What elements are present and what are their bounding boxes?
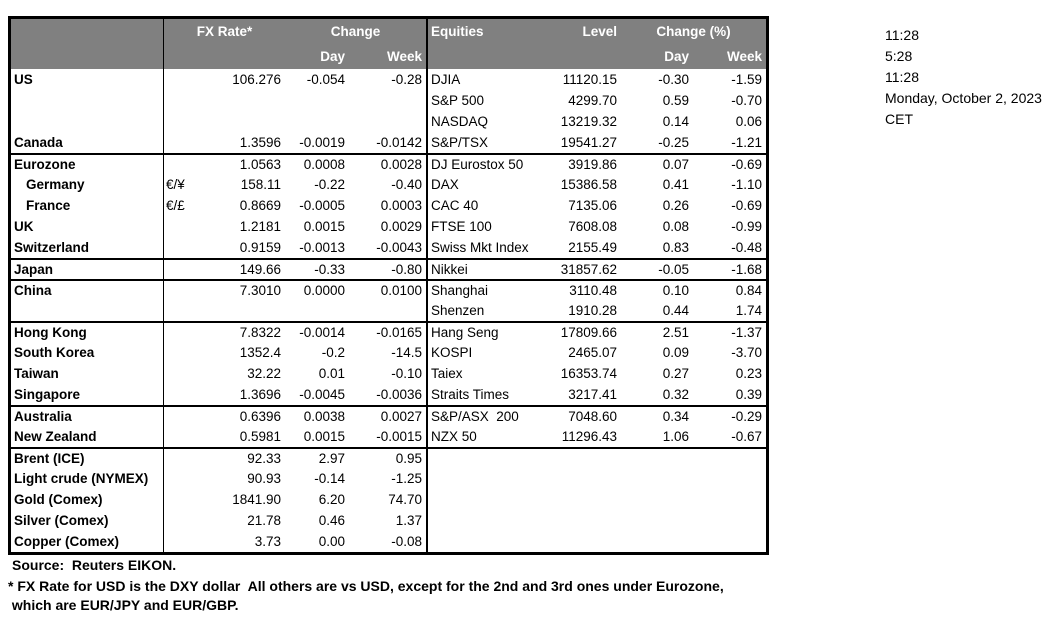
equity-change-day: 0.27 [662,366,689,381]
equity-name: Shenzen [426,300,549,321]
footnote-line-1: * FX Rate for USD is the DXY dollar All others are vs USD, except for the 2nd and 3rd ones under Eurozone, [8,578,724,594]
fx-rate-value: 0.8669 [239,198,281,213]
header-blank-cell [163,44,285,69]
equity-name: DJ Eurostox 50 [426,155,549,174]
table-row [11,111,766,132]
equity-change-day [621,531,693,552]
equity-change-week: -1.21 [731,135,762,150]
fx-rate-value [201,111,285,132]
fx-change-day: -0.0045 [299,387,345,402]
table-row [11,384,766,405]
equity-change-week: -1.37 [731,325,762,340]
fx-change-day: 0.00 [318,534,345,549]
header-equity-week: Week [726,49,762,64]
fx-change-day: -0.14 [314,471,345,486]
source-note: Source: Reuters EIKON. [12,557,177,573]
header-blank-cell [426,44,549,69]
region-label: Silver (Comex) [14,513,109,528]
table-row [11,447,766,468]
header-equity-day: Day [664,49,689,64]
fx-change-day: -0.33 [314,262,345,277]
fx-change-week: 74.70 [388,492,422,507]
currency-pair [163,155,201,174]
fx-change-day: 0.46 [318,513,345,528]
equity-level [549,510,621,531]
equity-change-week: -1.68 [731,262,762,277]
fx-rate-value [201,300,285,321]
fx-change-day: -0.22 [314,177,345,192]
fx-change-day: 0.0038 [303,409,345,424]
fx-change-week: -0.0036 [376,387,422,402]
equity-change-week [693,449,766,468]
equity-change-week: -0.29 [731,409,762,424]
equity-level: 11120.15 [562,72,617,87]
currency-pair [163,407,201,426]
equity-change-day: 2.51 [662,325,689,340]
equity-name: Swiss Mkt Index [426,237,549,258]
header-change: Change [330,24,381,39]
fx-rate-value: 7.3010 [239,283,281,298]
currency-pair [163,132,201,153]
region-label: Brent (ICE) [14,451,85,466]
equity-level: 4299.70 [568,93,617,108]
equity-change-day: -0.30 [658,72,689,87]
table-row [11,279,766,300]
equity-name: Nikkei [426,260,549,279]
region-label: UK [14,219,34,234]
fx-change-day [285,90,349,111]
fx-rate-value [201,90,285,111]
region-label: Germany [26,177,85,192]
region-label: Copper (Comex) [14,534,120,549]
fx-change-day: 0.0015 [303,219,345,234]
fx-rate-value: 0.9159 [239,240,281,255]
equity-change-week: -0.70 [731,93,762,108]
time-line-1: 11:28 [885,27,919,43]
equity-change-week: 1.74 [735,303,762,318]
timestamp-block [885,25,1042,130]
table-row [11,342,766,363]
table-row [11,321,766,342]
table-row [11,195,766,216]
fx-rate-value: 0.5981 [239,429,281,444]
header-blank-cell [549,44,621,69]
equity-level: 19541.27 [560,135,617,150]
fx-change-day: -0.0013 [299,240,345,255]
equity-name: NZX 50 [426,426,549,447]
equity-change-day: 1.06 [662,429,689,444]
fx-change-week [349,300,426,321]
fx-change-week: 0.95 [395,451,422,466]
fx-change-week: -0.0165 [376,325,422,340]
region-label: China [14,283,52,298]
currency-pair [163,449,201,468]
fx-change-week: 0.0028 [380,157,422,172]
fx-change-week: -0.0142 [376,135,422,150]
fx-change-day: 0.01 [318,366,345,381]
table-row [11,468,766,489]
equity-change-day: 0.08 [662,219,689,234]
time-line-3: 11:28 [885,69,919,85]
equity-name: DJIA [426,69,549,90]
header-fx-rate: FX Rate* [163,19,285,44]
date-line: Monday, October 2, 2023 [885,90,1042,106]
region-label: Australia [14,409,72,424]
equity-level: 3217.41 [568,387,617,402]
equity-change-week: -0.69 [731,198,762,213]
equity-change-day: 0.26 [662,198,689,213]
equity-change-week: -1.10 [731,177,762,192]
footnote-line-2: which are EUR/JPY and EUR/GBP. [8,597,239,613]
currency-pair [163,363,201,384]
equity-change-day: 0.09 [662,345,689,360]
region-label: US [14,72,33,87]
region-label: Canada [14,135,63,150]
equity-change-day: 0.41 [662,177,689,192]
table-row [11,237,766,258]
equity-level: 31857.62 [560,262,617,277]
currency-pair [163,510,201,531]
equity-change-day: 0.83 [662,240,689,255]
equity-level: 1910.28 [568,303,617,318]
currency-pair [163,323,201,342]
currency-pair [163,216,201,237]
currency-pair [163,468,201,489]
equity-name: Hang Seng [426,323,549,342]
time-line-2: 5:28 [885,48,913,64]
equity-change-week: 0.84 [735,283,762,298]
fx-rate-value: 106.276 [232,72,281,87]
equity-name [426,489,549,510]
fx-rate-value: 1352.4 [239,345,281,360]
table-row [11,426,766,447]
table-row [11,405,766,426]
equity-name [426,468,549,489]
region-label: France [26,198,71,213]
fx-change-week: -0.80 [391,262,422,277]
region-label: Japan [14,262,54,277]
equity-level [549,449,621,468]
equity-name [426,531,549,552]
currency-pair [163,489,201,510]
equity-level: 13219.32 [560,114,617,129]
equity-level: 7608.08 [568,219,617,234]
region-label: Eurozone [14,157,76,172]
region-label: Hong Kong [14,325,87,340]
equity-change-day: -0.25 [658,135,689,150]
currency-pair: €/¥ [163,174,201,195]
header-blank-cell [11,44,163,69]
table-row [11,90,766,111]
fx-change-week: 0.0029 [380,219,422,234]
fx-rate-value: 1.3596 [239,135,281,150]
table-header-row-1 [11,19,766,44]
fx-change-day [285,300,349,321]
equity-change-day [621,489,693,510]
equity-name: Straits Times [426,384,549,405]
equity-change-week: 0.23 [735,366,762,381]
fx-change-week: -0.0015 [376,429,422,444]
equity-level: 3110.48 [569,283,617,298]
equity-level: 7135.06 [568,198,617,213]
equity-level: 2155.49 [568,240,617,255]
currency-pair [163,342,201,363]
header-blank-cell [11,19,163,44]
table-row [11,69,766,90]
table-row [11,153,766,174]
currency-pair [163,531,201,552]
equity-change-week: -0.99 [731,219,762,234]
fx-rate-value: 7.8322 [239,325,281,340]
table-row [11,510,766,531]
table-row [11,489,766,510]
equity-name: CAC 40 [426,195,549,216]
fx-rate-value: 1.2181 [239,219,281,234]
market-table [8,16,769,555]
currency-pair [163,426,201,447]
currency-pair [163,300,201,321]
header-fx-week: Week [386,49,422,64]
fx-change-day: 2.97 [318,451,345,466]
currency-pair [163,90,201,111]
fx-change-week: -0.0043 [376,240,422,255]
region-label: Taiwan [14,366,59,381]
fx-change-week: 0.0027 [380,409,422,424]
equity-change-week [693,510,766,531]
timezone-line: CET [885,111,913,127]
equity-level: 11296.43 [561,429,617,444]
fx-change-day: 6.20 [318,492,345,507]
fx-change-week: -0.28 [391,72,422,87]
equity-name: S&P/TSX [426,132,549,153]
equity-level: 2465.07 [568,345,617,360]
table-row [11,258,766,279]
fx-rate-value: 158.11 [240,177,281,192]
table-row [11,132,766,153]
currency-pair [163,69,201,90]
equity-change-week [693,489,766,510]
equity-level: 16353.74 [560,366,617,381]
fx-change-week: -1.25 [391,471,422,486]
fx-rate-value: 0.6396 [239,409,281,424]
equity-level: 3919.86 [568,157,617,172]
equity-change-day: 0.44 [662,303,689,318]
equity-name [426,449,549,468]
fx-rate-value: 21.78 [247,513,281,528]
equity-change-day: 0.34 [662,409,689,424]
fx-change-day: -0.0019 [299,135,345,150]
equity-name: DAX [426,174,549,195]
fx-change-week: -0.08 [391,534,422,549]
header-equities: Equities [426,19,549,44]
currency-pair: €/£ [163,195,201,216]
equity-name: Taiex [426,363,549,384]
fx-change-week: -0.40 [391,177,422,192]
fx-change-day: -0.054 [306,72,345,87]
header-fx-day: Day [320,49,345,64]
equity-change-week: -0.69 [731,157,762,172]
equity-level [549,468,621,489]
table-row [11,531,766,552]
fx-change-day: -0.0005 [299,198,345,213]
region-label: New Zealand [14,429,97,444]
equity-change-week [693,531,766,552]
table-row [11,174,766,195]
region-label: South Korea [14,345,95,360]
equity-level: 17809.66 [560,325,617,340]
fx-change-week: 0.0003 [380,198,422,213]
equity-change-week [693,468,766,489]
fx-change-day: 0.0008 [303,157,345,172]
table-row [11,300,766,321]
fx-rate-value: 1841.90 [232,492,281,507]
fx-change-week: 0.0100 [380,283,422,298]
fx-rate-value: 32.22 [247,366,281,381]
region-label [11,300,163,321]
equity-change-day [621,449,693,468]
currency-pair [163,260,201,279]
fx-rate-value: 3.73 [254,534,281,549]
table-row [11,363,766,384]
table-body [11,69,766,552]
region-label: Light crude (NYMEX) [14,471,149,486]
region-label: Singapore [14,387,81,402]
fx-change-day: 0.0015 [303,429,345,444]
fx-change-week [349,90,426,111]
fx-change-day [285,111,349,132]
table-header-row-2 [11,44,766,69]
equity-change-week: 0.39 [735,387,762,402]
equity-change-day: 0.59 [662,93,689,108]
equity-name: KOSPI [426,342,549,363]
fx-change-day: -0.0014 [299,325,345,340]
fx-change-week: -14.5 [391,345,422,360]
currency-pair [163,281,201,300]
equity-level: 15386.58 [560,177,617,192]
equity-name: FTSE 100 [426,216,549,237]
equity-name: Shanghai [426,281,549,300]
equity-name: S&P/ASX 200 [426,407,549,426]
fx-rate-value: 1.0563 [239,157,281,172]
currency-pair [163,384,201,405]
equity-change-day [621,510,693,531]
equity-change-day: 0.07 [662,157,689,172]
equity-level: 7048.60 [568,409,617,424]
fx-change-day: 0.0000 [303,283,345,298]
currency-pair [163,111,201,132]
region-label [11,90,163,111]
equity-change-day: -0.05 [658,262,689,277]
equity-change-week: -3.70 [731,345,762,360]
region-label [11,111,163,132]
fx-change-week [349,111,426,132]
fx-change-day: -0.2 [321,345,345,360]
equity-level [549,531,621,552]
equity-name: NASDAQ [426,111,549,132]
currency-pair [163,237,201,258]
region-label: Switzerland [14,240,90,255]
header-change-pct: Change (%) [656,24,731,39]
equity-level [549,489,621,510]
header-level: Level [582,24,617,39]
fx-change-week: -0.10 [391,366,422,381]
equity-change-day: 0.14 [662,114,689,129]
equity-change-week: -0.48 [731,240,762,255]
fx-rate-value: 92.33 [247,451,281,466]
fx-change-week: 1.37 [395,513,422,528]
equity-change-week: 0.06 [735,114,762,129]
fx-rate-value: 1.3696 [239,387,281,402]
equity-change-week: -0.67 [731,429,762,444]
fx-rate-value: 149.66 [239,262,281,277]
equity-change-day [621,468,693,489]
table-row [11,216,766,237]
equity-name [426,510,549,531]
region-label: Gold (Comex) [14,492,103,507]
equity-change-day: 0.10 [662,283,689,298]
fx-rate-value: 90.93 [247,471,281,486]
equity-change-week: -1.59 [731,72,762,87]
equity-change-day: 0.32 [662,387,689,402]
equity-name: S&P 500 [426,90,549,111]
